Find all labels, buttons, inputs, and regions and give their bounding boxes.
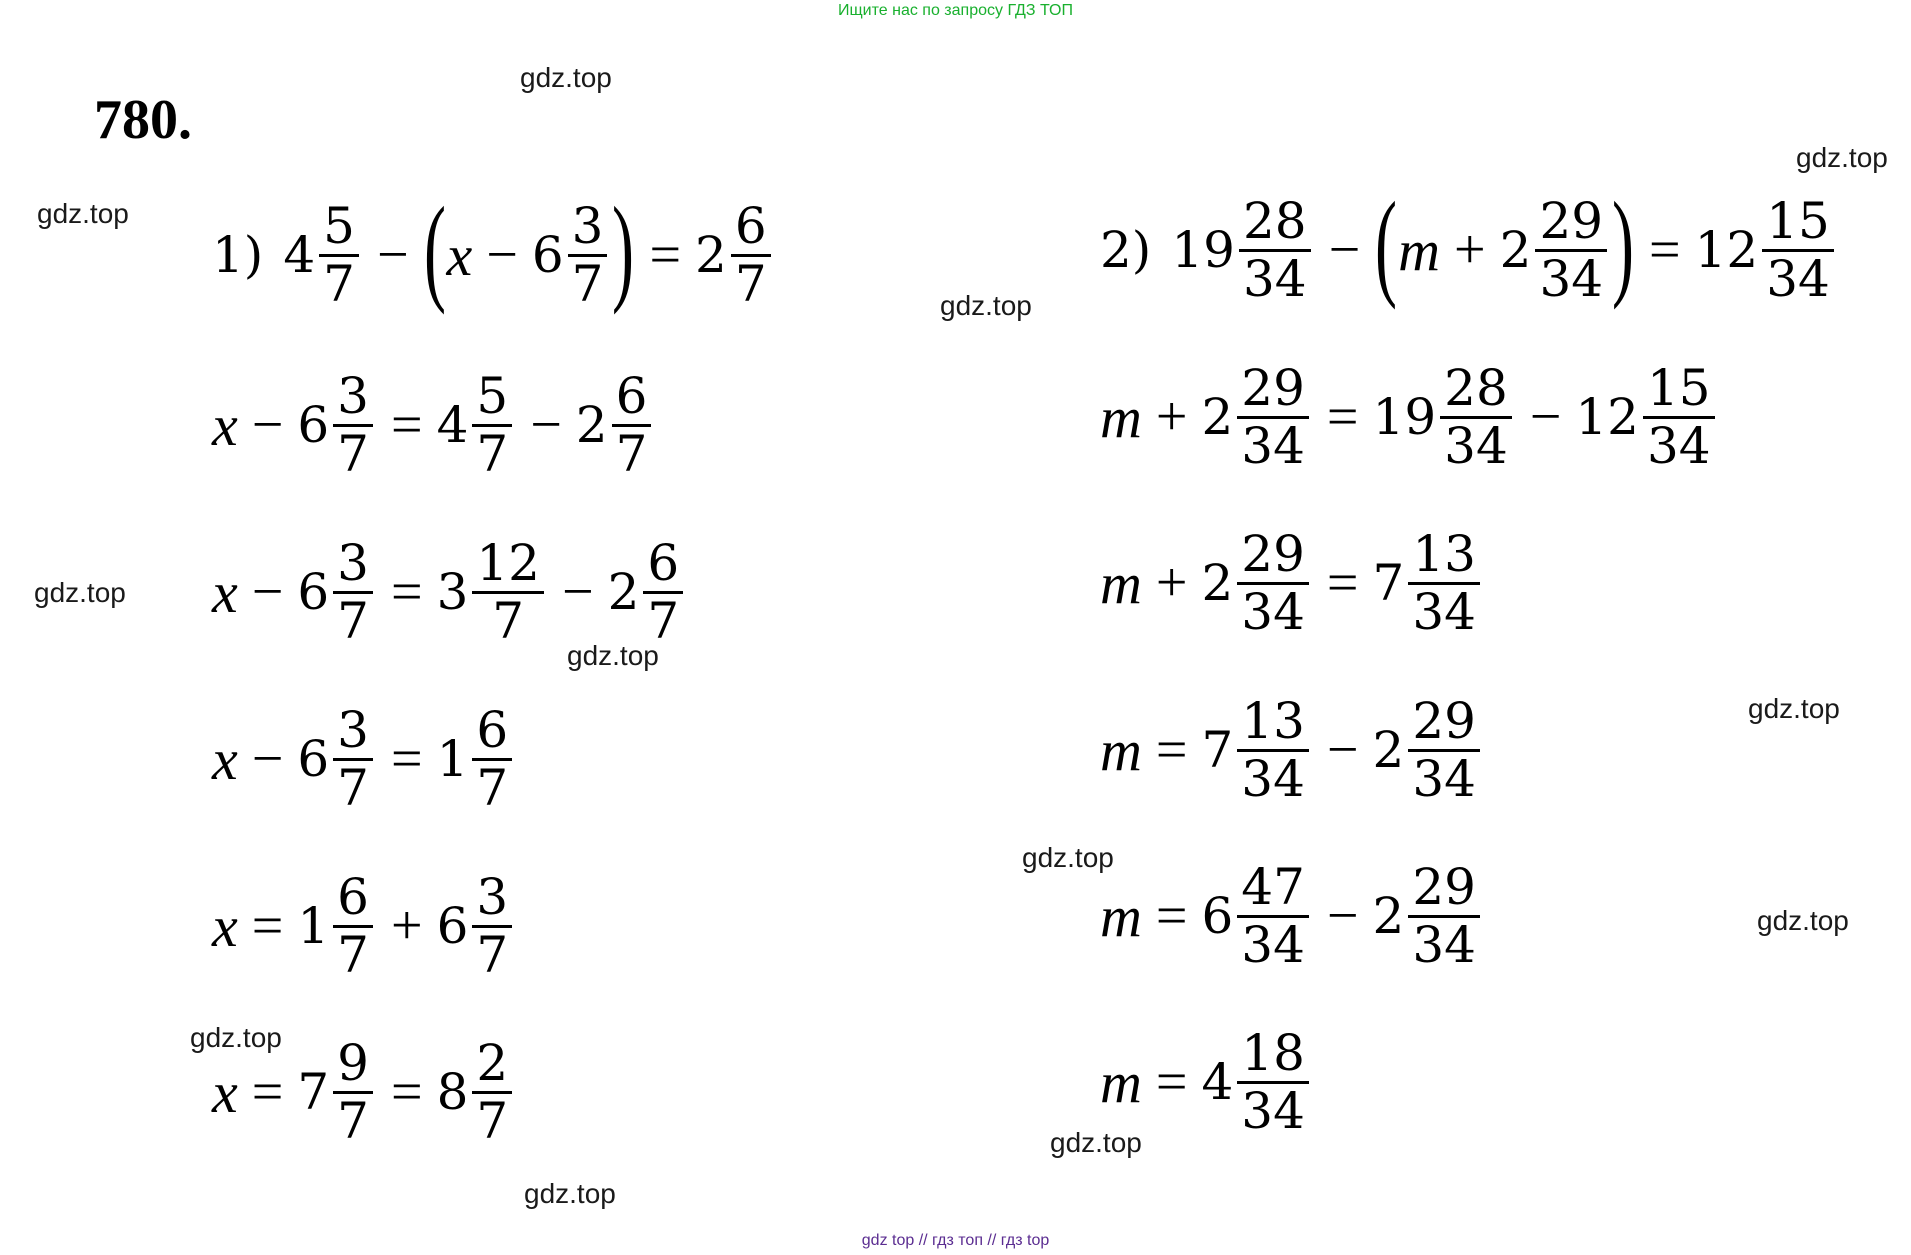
operator: = (1155, 1051, 1188, 1113)
variable: m (1100, 883, 1142, 949)
operator: = (390, 728, 423, 790)
variable: x (212, 559, 238, 625)
variable: x (212, 893, 238, 959)
operator: − (251, 561, 284, 623)
parenthesis: ) (1612, 177, 1635, 310)
watermark: gdz.top (1022, 842, 1114, 873)
variable: x (212, 726, 238, 792)
denominator: 34 (1412, 582, 1476, 641)
whole-number: 4 (283, 226, 316, 284)
part1-line1 (212, 182, 775, 320)
whole-number: 3 (436, 563, 469, 621)
watermark: gdz.top (1748, 693, 1840, 724)
fraction (333, 1033, 373, 1150)
denominator: 34 (1412, 749, 1476, 808)
denominator: 7 (337, 758, 369, 817)
denominator: 7 (323, 254, 355, 313)
operator: − (530, 394, 562, 456)
denominator: 7 (647, 591, 680, 650)
whole-number: 6 (297, 396, 330, 454)
numerator: 2 (472, 1036, 512, 1094)
numerator: 13 (1408, 527, 1480, 585)
whole-number: 2 (575, 396, 608, 454)
numerator: 6 (333, 870, 373, 928)
fraction (472, 533, 544, 650)
whole-number: 2 (1201, 388, 1234, 446)
whole-number: 6 (436, 897, 469, 955)
fraction (319, 196, 359, 313)
whole-number: 6 (297, 730, 330, 788)
whole-number: 6 (531, 226, 564, 284)
fraction (1237, 524, 1309, 641)
variable: m (1100, 550, 1142, 616)
watermark: gdz.top (37, 198, 129, 229)
operator: − (376, 224, 409, 286)
operator: + (1454, 219, 1486, 281)
numerator: 13 (1237, 694, 1309, 752)
operator: = (1326, 386, 1359, 448)
numerator: 15 (1643, 361, 1715, 419)
part2-line5 (1100, 851, 1484, 981)
fraction (568, 196, 608, 313)
watermark: gdz.top (1757, 905, 1849, 936)
watermark: gdz.top (520, 62, 612, 93)
part1-line2 (212, 360, 655, 490)
fraction (1408, 524, 1480, 641)
numerator: 3 (333, 369, 373, 427)
fraction (333, 533, 373, 650)
fraction (1440, 358, 1512, 475)
numerator: 29 (1237, 527, 1309, 585)
operator: + (1155, 386, 1188, 448)
denominator: 7 (337, 925, 369, 984)
problem-number: 780. (94, 89, 192, 151)
numerator: 28 (1440, 361, 1512, 419)
whole-number: 1 (436, 730, 469, 788)
whole-number: 7 (1201, 721, 1234, 779)
numerator: 29 (1408, 860, 1480, 918)
denominator: 34 (1539, 249, 1604, 308)
fraction (333, 366, 373, 483)
whole-number: 7 (1372, 554, 1405, 612)
numerator: 3 (568, 199, 608, 257)
fraction (1408, 691, 1480, 808)
whole-number: 2 (1372, 887, 1405, 945)
fraction (1237, 1023, 1309, 1140)
numerator: 6 (731, 199, 771, 257)
whole-number: 4 (1201, 1053, 1234, 1111)
parenthesis: ( (423, 182, 446, 315)
denominator: 7 (337, 1091, 369, 1150)
denominator: 7 (337, 591, 369, 650)
fraction (472, 867, 512, 984)
whole-number: 2 (1499, 221, 1532, 279)
numerator: 29 (1237, 361, 1309, 419)
variable: x (212, 1059, 238, 1125)
denominator: 7 (337, 424, 369, 483)
fraction (1408, 857, 1480, 974)
operator: = (1649, 219, 1681, 281)
operator: − (486, 224, 518, 286)
fraction (333, 867, 373, 984)
whole-number: 6 (297, 563, 330, 621)
denominator: 34 (1444, 416, 1508, 475)
fraction (1535, 191, 1607, 308)
operator: = (1326, 552, 1359, 614)
part2-line3 (1100, 518, 1484, 648)
part1-line5 (212, 861, 516, 991)
whole-number: 2 (607, 563, 640, 621)
numerator: 3 (472, 870, 512, 928)
whole-number: 2 (695, 226, 727, 284)
fraction (612, 366, 652, 483)
operator: − (251, 394, 284, 456)
fraction (472, 366, 512, 483)
fraction (731, 196, 771, 313)
fraction (472, 1033, 512, 1150)
variable: x (212, 392, 238, 458)
operator: = (251, 895, 284, 957)
denominator: 7 (476, 1091, 509, 1150)
fraction (1643, 358, 1715, 475)
watermark: gdz.top (567, 640, 659, 671)
watermark: gdz.top (1796, 142, 1888, 173)
numerator: 9 (333, 1036, 373, 1094)
operator: − (1326, 719, 1359, 781)
operator: − (251, 728, 284, 790)
denominator: 7 (734, 254, 767, 313)
numerator: 28 (1239, 194, 1311, 252)
whole-number: 2 (1201, 554, 1234, 612)
denominator: 7 (571, 254, 604, 313)
numerator: 5 (319, 199, 359, 257)
part-label: 2) (1100, 221, 1152, 279)
fraction (1237, 691, 1309, 808)
numerator: 6 (612, 369, 652, 427)
variable: x (446, 222, 473, 288)
part1-line4 (212, 694, 516, 824)
fraction (472, 700, 512, 817)
denominator: 34 (1646, 416, 1711, 475)
operator: = (1155, 719, 1188, 781)
denominator: 7 (492, 591, 525, 650)
part2-line2 (1100, 352, 1719, 482)
variable: m (1100, 1049, 1142, 1115)
variable: m (1100, 717, 1142, 783)
whole-number: 6 (1201, 887, 1234, 945)
fraction (1762, 191, 1834, 308)
operator: = (649, 224, 682, 286)
variable: m (1100, 384, 1142, 450)
denominator: 7 (476, 925, 509, 984)
denominator: 34 (1241, 749, 1305, 808)
whole-number: 19 (1372, 388, 1437, 446)
fraction (1239, 191, 1311, 308)
denominator: 34 (1241, 582, 1305, 641)
operator: = (390, 561, 423, 623)
numerator: 29 (1408, 694, 1480, 752)
operator: + (390, 895, 423, 957)
denominator: 34 (1412, 915, 1476, 974)
fraction (643, 533, 683, 650)
watermark: gdz.top (524, 1178, 616, 1209)
fraction (333, 700, 373, 817)
watermark: gdz.top (34, 577, 126, 608)
numerator: 3 (333, 536, 373, 594)
fraction (1237, 358, 1309, 475)
part2-line1 (1100, 177, 1838, 315)
operator: = (1155, 885, 1188, 947)
denominator: 7 (476, 758, 509, 817)
whole-number: 1 (297, 897, 330, 955)
fraction (1237, 857, 1309, 974)
operator: − (1529, 386, 1562, 448)
denominator: 34 (1241, 915, 1305, 974)
whole-number: 8 (436, 1063, 469, 1121)
parenthesis: ( (1375, 177, 1398, 310)
numerator: 5 (472, 369, 512, 427)
numerator: 6 (643, 536, 683, 594)
watermark: gdz.top (190, 1022, 282, 1053)
operator: = (390, 1061, 423, 1123)
operator: = (390, 394, 423, 456)
numerator: 18 (1237, 1026, 1309, 1084)
part-label: 1) (212, 226, 264, 284)
denominator: 34 (1241, 416, 1305, 475)
denominator: 34 (1242, 249, 1307, 308)
part2-line6 (1100, 1017, 1313, 1147)
whole-number: 2 (1372, 721, 1405, 779)
denominator: 7 (615, 424, 648, 483)
operator: − (562, 561, 594, 623)
numerator: 47 (1237, 860, 1309, 918)
footer-links: gdz top // гдз топ // гдз top (861, 1232, 1050, 1249)
numerator: 15 (1762, 194, 1834, 252)
operator: + (1155, 552, 1188, 614)
operator: = (251, 1061, 284, 1123)
numerator: 29 (1535, 194, 1607, 252)
watermark: gdz.top (1050, 1127, 1142, 1158)
search-banner: Ищите нас по запросу ГДЗ ТОП (838, 2, 1073, 19)
whole-number: 12 (1694, 221, 1759, 279)
whole-number: 12 (1575, 388, 1639, 446)
numerator: 12 (472, 536, 544, 594)
denominator: 34 (1241, 1081, 1305, 1140)
numerator: 3 (333, 703, 373, 761)
numerator: 6 (472, 703, 512, 761)
part2-line4 (1100, 685, 1484, 815)
part1-line3 (212, 527, 687, 657)
part1-line6 (212, 1027, 516, 1157)
parenthesis: ) (612, 182, 635, 315)
whole-number: 4 (436, 396, 469, 454)
operator: − (1326, 885, 1359, 947)
denominator: 7 (476, 424, 509, 483)
variable: m (1398, 217, 1441, 283)
operator: − (1328, 219, 1361, 281)
whole-number: 19 (1171, 221, 1235, 279)
denominator: 34 (1766, 249, 1830, 308)
watermark: gdz.top (940, 290, 1032, 321)
whole-number: 7 (297, 1063, 330, 1121)
